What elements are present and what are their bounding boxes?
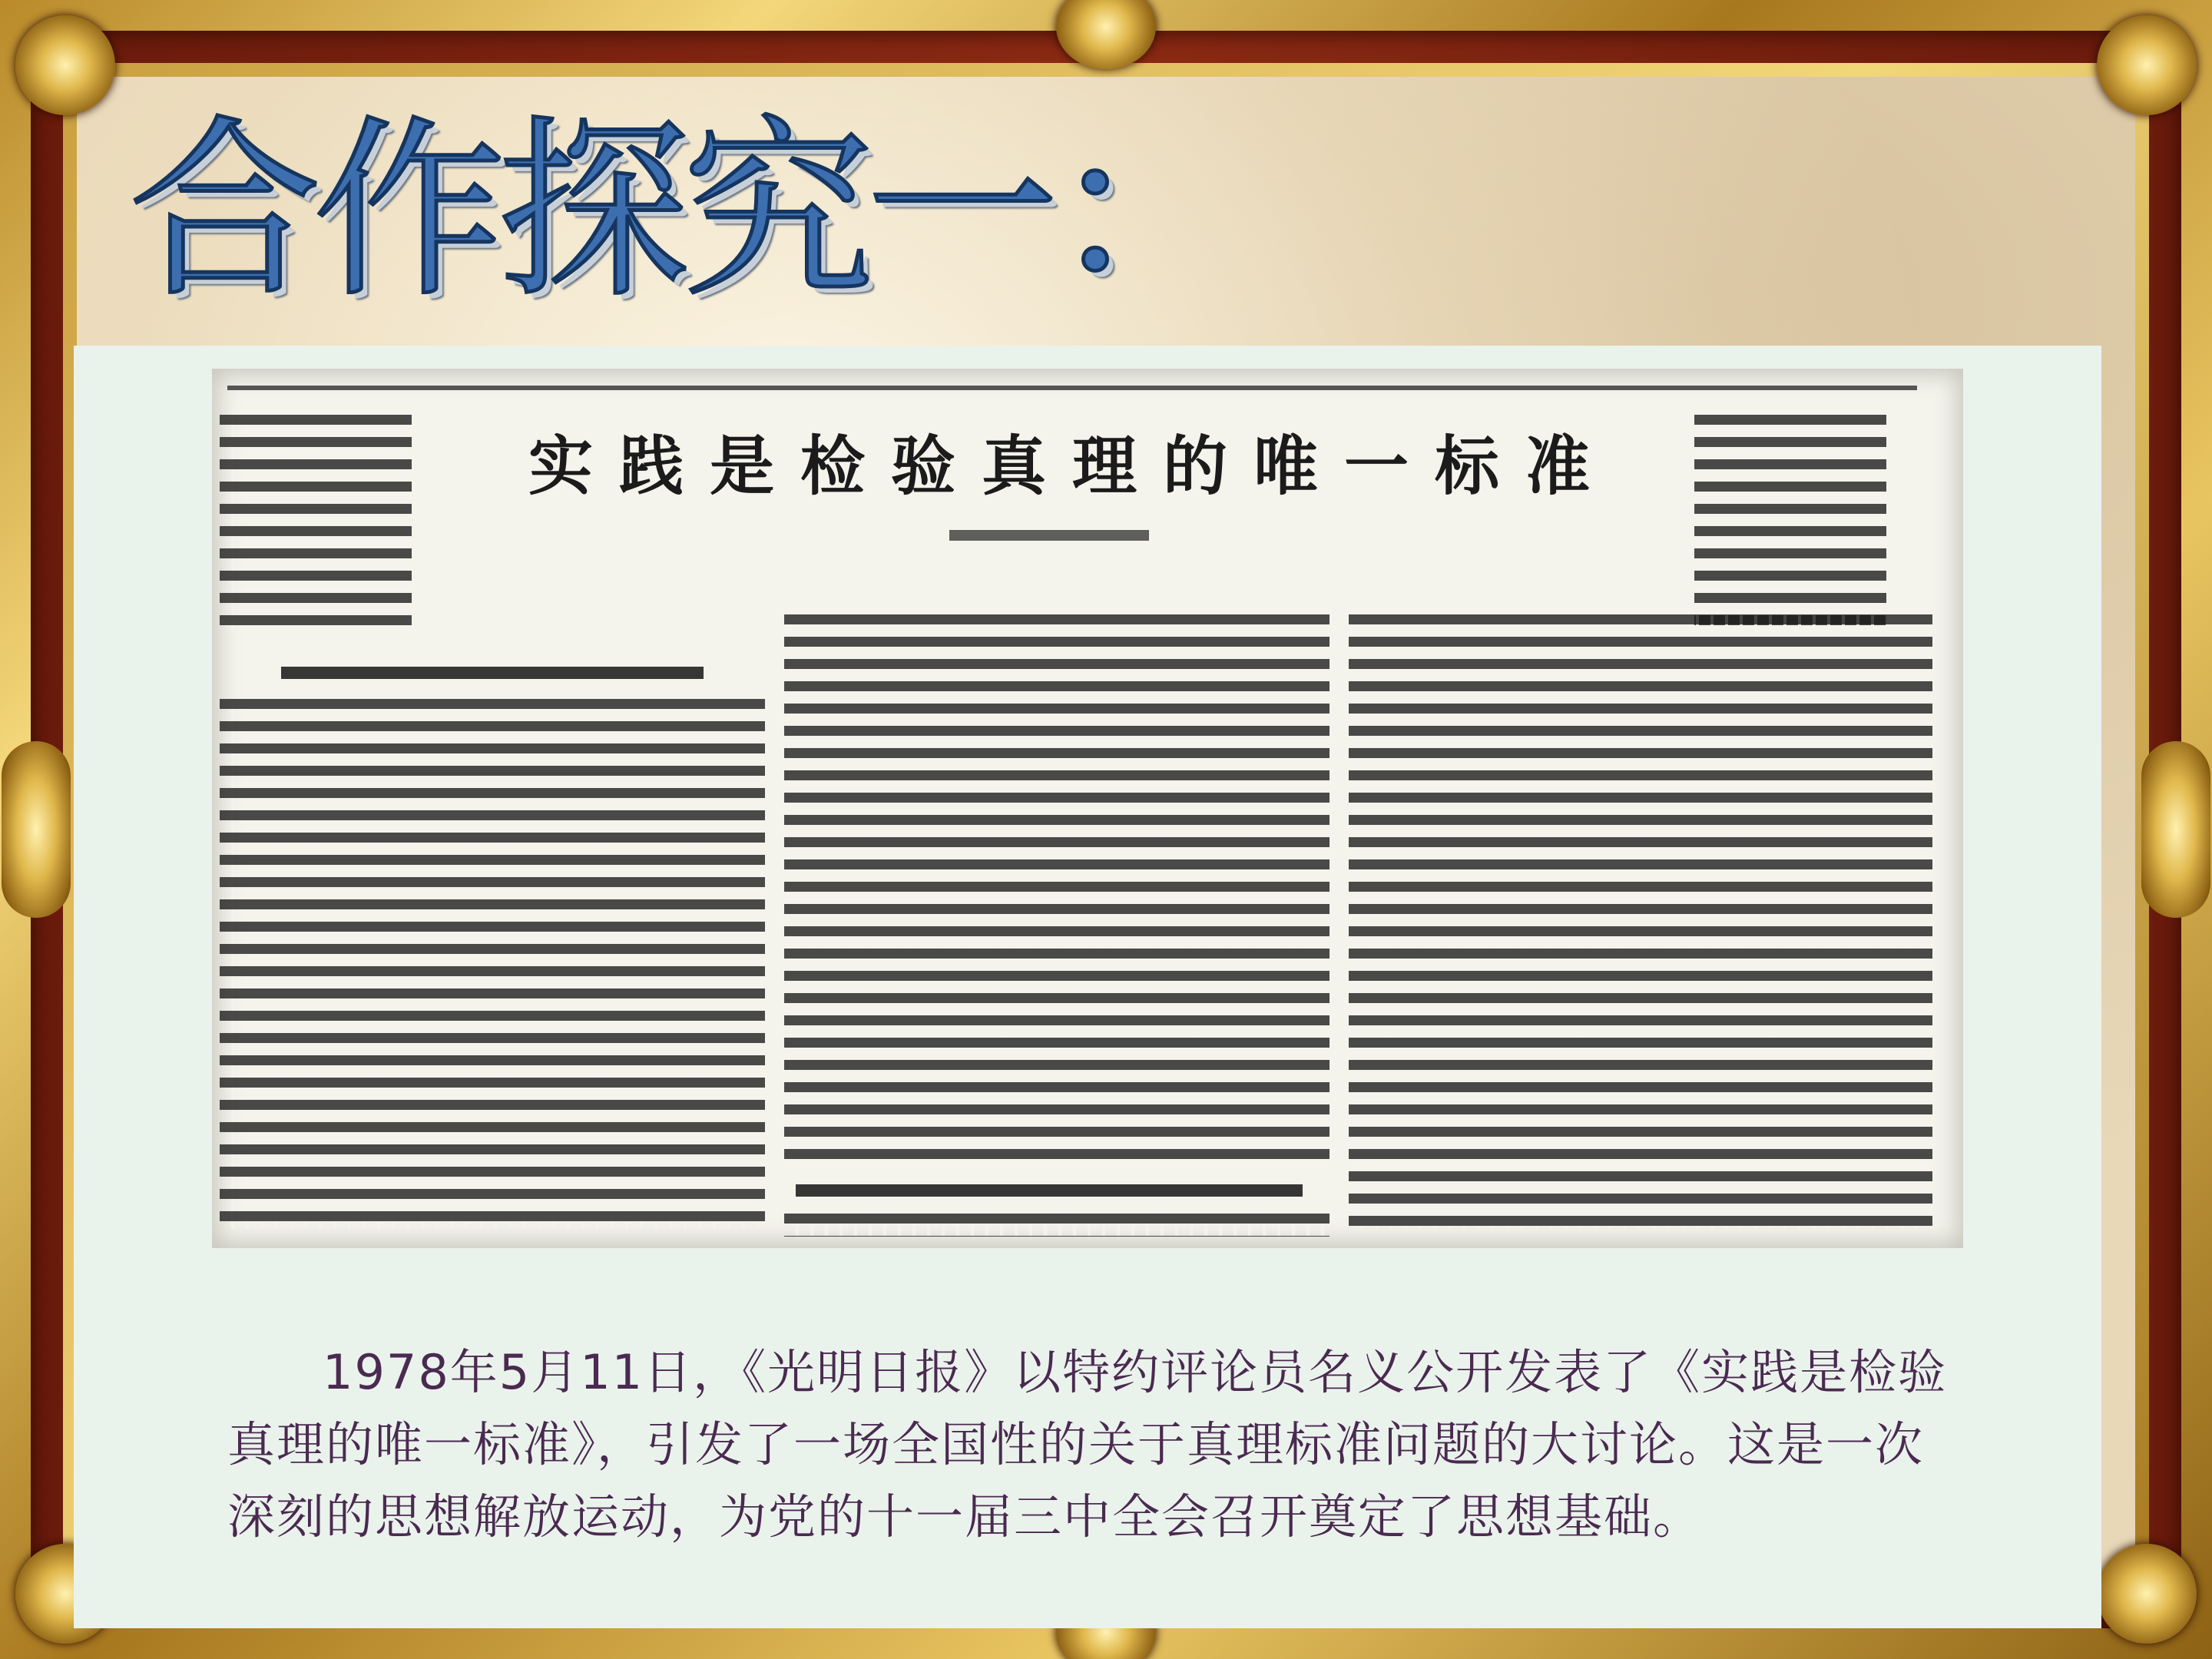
corner-ornament-top-left <box>15 15 115 115</box>
newspaper-top-rule <box>227 386 1917 390</box>
newspaper-left-subheading <box>281 667 704 679</box>
newspaper-byline <box>949 530 1149 541</box>
corner-ornament-bottom-right <box>2097 1544 2197 1644</box>
content-panel <box>74 346 2101 1628</box>
newspaper-text-column-2-footer <box>784 1214 1330 1237</box>
corner-ornament-top-right <box>2097 15 2197 115</box>
newspaper-text-column-top-left <box>220 415 412 630</box>
slide-title: 合作探究一： <box>129 99 1235 323</box>
caption-paragraph: 1978年5月11日，《光明日报》以特约评论员名义公开发表了《实践是检验真理的唯一标准》，引发了一场全国性的关于真理标准问题的大讨论。这是一次深刻的思想解放运动，为党的十一届三中全会召开奠定了思想基础。 <box>227 1344 1948 1545</box>
newspaper-middle-subheading <box>796 1184 1303 1197</box>
right-side-ornament <box>2141 741 2210 918</box>
left-side-ornament <box>2 741 71 918</box>
newspaper-text-column-3 <box>1349 614 1932 1229</box>
newspaper-headline: 实践是检验真理的唯一标准 <box>528 428 1616 504</box>
newspaper-text-column-1 <box>220 699 765 1229</box>
newspaper-clipping-image <box>212 369 1963 1248</box>
newspaper-text-column-top-right <box>1694 415 1886 630</box>
newspaper-text-column-2 <box>784 614 1330 1164</box>
